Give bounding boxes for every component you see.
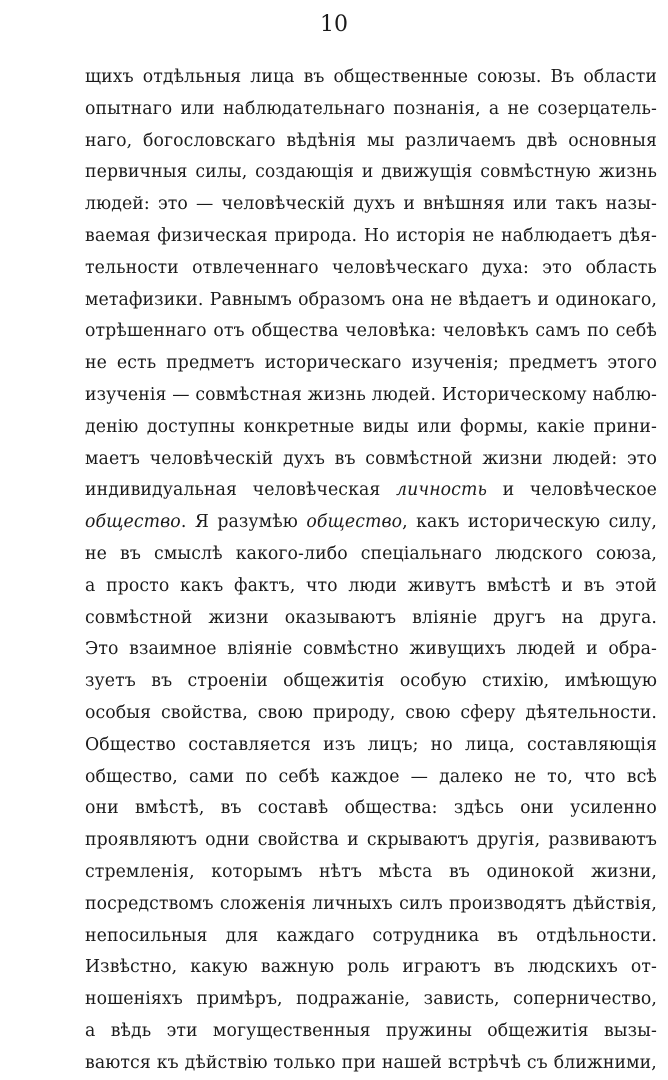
word: познанія, (393, 98, 481, 119)
text-line (85, 412, 657, 444)
word: отрѣшеннаго (85, 321, 207, 342)
word: нашей (381, 1052, 443, 1073)
word: внѣшняя (423, 194, 505, 215)
text-line (85, 94, 657, 126)
word: особую (399, 671, 467, 692)
text-line (85, 253, 657, 285)
word: живутъ (407, 575, 477, 596)
text-line (85, 952, 657, 984)
word: въ (303, 67, 325, 87)
text-line (85, 444, 657, 476)
word: а (488, 98, 500, 119)
word: вмѣстѣ, (134, 798, 205, 819)
word: особыя (85, 702, 152, 723)
word: встрѣчѣ (447, 1052, 521, 1073)
word: соперничество, (513, 989, 657, 1010)
word: жизни (208, 607, 269, 628)
word: роль (347, 957, 390, 978)
word: людскихъ (527, 957, 618, 978)
word: жизнь (307, 384, 366, 405)
word: вмѣстѣ (486, 575, 551, 596)
text-line (85, 221, 657, 253)
word: — (172, 384, 190, 405)
word: историческую (467, 512, 601, 533)
word: въ (334, 448, 356, 469)
word: просто (106, 575, 170, 596)
word: ваются (85, 1052, 151, 1073)
word: что (584, 766, 616, 787)
word: жизнь (598, 162, 657, 183)
word: въ (583, 575, 605, 596)
word: движущія (381, 162, 473, 183)
word: изученія (85, 384, 167, 405)
word: наблюдаетъ (501, 225, 613, 246)
word: могущественныя (212, 1020, 371, 1041)
text-line (85, 603, 657, 635)
word: наго, (85, 130, 133, 151)
word: съ (526, 1052, 548, 1073)
word: метафизики. (85, 289, 204, 310)
word: и (561, 575, 573, 596)
word: люди (348, 575, 397, 596)
word: не (514, 766, 537, 787)
word: индивидуальная (85, 480, 238, 501)
word: мѣста (378, 861, 433, 882)
word: область (585, 257, 657, 278)
word: въ (220, 798, 242, 819)
word: другія, (476, 830, 541, 851)
word: лицъ; (367, 734, 419, 755)
text-line (85, 157, 657, 189)
word: вѣдь (110, 1020, 152, 1041)
word: личныхъ (312, 893, 393, 914)
word: не (430, 289, 453, 310)
word: отвлеченнаго (192, 257, 319, 278)
word: формы, (460, 416, 529, 437)
word: а (85, 1020, 96, 1041)
text-line (85, 380, 657, 412)
word: сферу (460, 702, 516, 723)
word: общежитія (283, 671, 385, 692)
text-line (85, 698, 657, 730)
word: Это (85, 639, 119, 660)
word: эти (166, 1020, 198, 1041)
word: фактъ, (234, 575, 296, 596)
word: свою (257, 702, 304, 723)
word: Извѣстно, (85, 957, 178, 978)
word: или (417, 416, 452, 437)
word: виды (362, 416, 409, 437)
word: природу, (312, 702, 396, 723)
word: предметъ (508, 353, 598, 374)
word: проявляютъ (85, 830, 198, 851)
word: для (225, 925, 259, 946)
word: дѣйствію (184, 1052, 268, 1073)
word: человѣческій (221, 194, 346, 215)
word: не (472, 225, 495, 246)
word: дѣя- (618, 225, 657, 246)
word: и (403, 194, 415, 215)
word: духъ (353, 194, 396, 215)
word: и (586, 639, 598, 660)
word: от- (630, 957, 657, 978)
word: отдѣльности. (536, 925, 657, 946)
word: природа. (274, 225, 358, 246)
word: прини- (593, 416, 657, 437)
word: составляется (188, 734, 312, 755)
word: ближними, (553, 1052, 657, 1073)
text-line (85, 571, 657, 603)
word: отъ (213, 321, 245, 342)
word: дѣйствія, (572, 893, 657, 914)
word: человѣческаго (331, 257, 469, 278)
word: друга. (599, 607, 657, 628)
word: непосильныя (85, 925, 208, 946)
word: Общество (85, 734, 177, 755)
text-line (85, 348, 657, 380)
word: самъ (535, 321, 581, 342)
word: есть (116, 353, 157, 374)
word: дѣятельности. (525, 702, 657, 723)
word: людей. (371, 384, 437, 405)
word: ношеніяхъ (85, 989, 183, 1010)
word: человѣческій (149, 448, 274, 469)
word: посредствомъ (85, 893, 214, 914)
word: каждаго (276, 925, 355, 946)
word: а (85, 575, 96, 596)
word: играютъ (402, 957, 481, 978)
word: вызы- (603, 1020, 657, 1041)
word: нѣтъ (319, 861, 362, 882)
word: создающія (255, 162, 354, 183)
word: строеніи (187, 671, 268, 692)
word: имѣющую (564, 671, 657, 692)
word: совмѣстную (480, 162, 591, 183)
word: какую (190, 957, 248, 978)
word: это (542, 257, 573, 278)
word: предметъ (166, 353, 255, 374)
word: свою (405, 702, 451, 723)
word: человѣческая (252, 480, 381, 501)
word: не (85, 543, 107, 564)
word: тельности (85, 257, 179, 278)
word: здѣсь (453, 798, 504, 819)
word: такъ (555, 194, 598, 215)
word: силъ (399, 893, 443, 914)
word: что (305, 575, 338, 596)
word: Историческому (441, 384, 587, 405)
word: исторія (396, 225, 466, 246)
word: первичныя (85, 162, 188, 183)
word: общества: (344, 798, 438, 819)
word: важную (260, 957, 335, 978)
text-line (85, 825, 657, 857)
word: общественные (333, 67, 469, 87)
word: вѣдѣнія (286, 130, 357, 151)
word: другъ (493, 607, 546, 628)
word: какъ (180, 575, 224, 596)
word: усиленно (570, 798, 657, 819)
word: и (347, 830, 359, 851)
word: это (157, 194, 188, 215)
word: себѣ (278, 766, 320, 787)
text-line (85, 539, 657, 571)
word: лица (250, 67, 295, 87)
word: какого-либо (235, 543, 348, 564)
word: производятъ (449, 893, 567, 914)
word: по (586, 321, 610, 342)
word: богословскаго (143, 130, 276, 151)
word: по (245, 766, 268, 787)
word: въ (448, 861, 470, 882)
word: вѣдаетъ (458, 289, 532, 310)
word: не (507, 98, 530, 119)
word: или (180, 98, 215, 119)
word: жизни, (591, 861, 657, 882)
word: взаимное (129, 639, 217, 660)
text-line (85, 1016, 657, 1048)
word: пружины (385, 1020, 472, 1041)
word: они (85, 798, 119, 819)
word: свойства, (160, 702, 248, 723)
word: двѣ (526, 130, 558, 151)
word: людей: (552, 448, 618, 469)
word: одни (205, 830, 250, 851)
word: Но (363, 225, 390, 246)
text-line (85, 762, 657, 794)
word: человѣка: (345, 321, 437, 342)
text-line (85, 666, 657, 698)
word: одинокой (486, 861, 575, 882)
word: при (341, 1052, 376, 1073)
word: но (430, 734, 453, 755)
word: отдѣльныя (142, 67, 242, 87)
text-line (85, 316, 657, 348)
word: вліяніе (227, 639, 293, 660)
text-line (85, 730, 657, 762)
word: общество. (85, 512, 187, 533)
word: и (502, 480, 515, 501)
text-line (85, 921, 657, 953)
word: конкретные (243, 416, 355, 437)
word: образомъ (298, 289, 386, 310)
word: совмѣстно (303, 639, 399, 660)
word: людского (495, 543, 583, 564)
word: себѣ (615, 321, 657, 342)
word: совмѣстной (365, 448, 473, 469)
word: общежитія (487, 1020, 589, 1041)
word: каждое (330, 766, 400, 787)
word: то, (547, 766, 573, 787)
word: духа: (481, 257, 529, 278)
text-line (85, 62, 657, 94)
text-line (85, 285, 657, 317)
word: человѣческое (529, 480, 657, 501)
word: составѣ (257, 798, 329, 819)
word: только (273, 1052, 336, 1073)
word: зуетъ (85, 671, 136, 692)
word: обра- (608, 639, 657, 660)
word: спеціальнаго (360, 543, 483, 564)
word: различаемъ (405, 130, 516, 151)
word: вліяніе (412, 607, 478, 628)
word: въ (493, 957, 515, 978)
word: какіе (536, 416, 585, 437)
word: разумѣю (217, 512, 298, 533)
text-line (85, 126, 657, 158)
word: совмѣстная (195, 384, 302, 405)
word: личность (396, 480, 487, 501)
word: составляющія (527, 734, 657, 755)
word: въ (151, 671, 173, 692)
word: Я (194, 512, 209, 533)
word: общества (251, 321, 339, 342)
word: стихію, (481, 671, 550, 692)
word: союзы. (477, 67, 542, 87)
word: она (391, 289, 425, 310)
word: оказываютъ (284, 607, 397, 628)
word: изъ (323, 734, 356, 755)
word: мы (366, 130, 395, 151)
word: этой (615, 575, 657, 596)
word: подражаніе, (296, 989, 411, 1010)
text-line (85, 857, 657, 889)
word: доступны (146, 416, 235, 437)
word: въ (497, 925, 519, 946)
word: совмѣстной (85, 607, 193, 628)
word: — (410, 766, 429, 787)
word: опытнаго (85, 98, 173, 119)
word: они (520, 798, 554, 819)
word: сотрудника (372, 925, 480, 946)
word: зависть, (423, 989, 500, 1010)
text-line (85, 1048, 657, 1080)
word: общество, (85, 766, 178, 787)
word: не (85, 353, 107, 374)
text-line (85, 475, 657, 507)
word: наблю- (592, 384, 657, 405)
word: далеко (439, 766, 504, 787)
word: или (512, 194, 548, 215)
word: области (583, 67, 657, 87)
word: наблюдательнаго (222, 98, 386, 119)
word: человѣкъ (442, 321, 529, 342)
word: силы, (195, 162, 248, 183)
word: Въ (550, 67, 575, 87)
word: въ (120, 543, 141, 564)
word: людей (516, 639, 576, 660)
word: на (561, 607, 584, 628)
word: сами (188, 766, 235, 787)
word: ваемая (85, 225, 151, 246)
word: жизни (482, 448, 543, 469)
word: свойства (257, 830, 340, 851)
word: этого (607, 353, 657, 374)
word: развиваютъ (548, 830, 657, 851)
word: къ (156, 1052, 179, 1073)
text-line (85, 507, 657, 539)
word: живущихъ (409, 639, 506, 660)
word: духъ (283, 448, 325, 469)
word: какъ (416, 512, 460, 533)
word: которымъ (211, 861, 303, 882)
word: физическая (157, 225, 268, 246)
word: всѣ (626, 766, 657, 787)
word: и (361, 162, 374, 183)
word: Равнымъ (209, 289, 292, 310)
word: — (196, 194, 214, 215)
text-line (85, 984, 657, 1016)
text-line (85, 634, 657, 666)
body-text (85, 62, 657, 1080)
text-line (85, 189, 657, 221)
word: созерцатель- (537, 98, 657, 119)
word: денію (85, 416, 139, 437)
word: историческаго (264, 353, 402, 374)
word: основныя (568, 130, 657, 151)
word: это (627, 448, 657, 469)
word: скрываютъ (366, 830, 469, 851)
word: лица, (464, 734, 515, 755)
page-number: 10 (320, 12, 348, 37)
word: людей: (85, 194, 150, 215)
word: силу, (608, 512, 657, 533)
word: назы- (605, 194, 657, 215)
word: и (537, 289, 550, 310)
word: общество, (306, 512, 408, 533)
word: стремленія, (85, 861, 195, 882)
word: изученія; (411, 353, 499, 374)
word: одинокаго, (555, 289, 657, 310)
word: щихъ (85, 67, 134, 87)
word: маетъ (85, 448, 141, 469)
word: союза, (595, 543, 657, 564)
text-line (85, 889, 657, 921)
word: смыслѣ (154, 543, 223, 564)
word: примѣръ, (196, 989, 283, 1010)
word: сложенія (219, 893, 306, 914)
text-line (85, 793, 657, 825)
